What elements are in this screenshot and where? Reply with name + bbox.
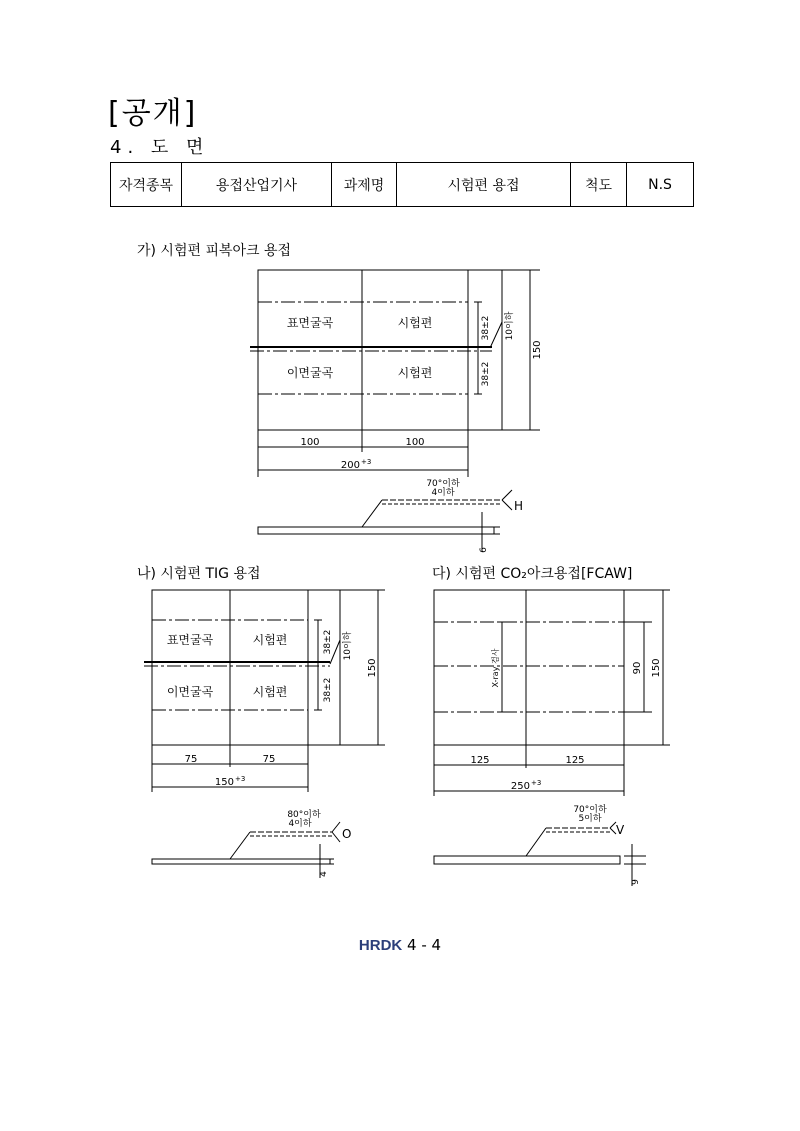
caption-c: 다) 시험편 CO₂아크용접[FCAW] — [432, 566, 633, 582]
dim-90-c: 90 — [632, 661, 643, 675]
label-face-bend-b: 표면굴곡 — [166, 633, 214, 647]
angle-a: 70°이하 — [426, 479, 460, 489]
thickness-b: 4 — [319, 871, 329, 877]
scale-value: N.S — [627, 163, 694, 207]
dim-total-b: 150 — [214, 777, 234, 788]
dim-100-right-a: 100 — [405, 437, 425, 448]
dim-total-tol-b: +3 — [235, 775, 246, 783]
page-footer — [0, 936, 800, 954]
drawing-b-svg — [140, 582, 390, 882]
angle-c: 70°이하 — [573, 805, 607, 815]
page-number: 4 - 4 — [407, 936, 442, 954]
dim-total-tol-a: +3 — [361, 458, 372, 466]
dim-10-b: 10이하 — [343, 631, 353, 661]
label-root-bend-b: 이면굴곡 — [166, 685, 214, 699]
dim-total-a: 200 — [340, 460, 360, 471]
dim-total-tol-c: +3 — [531, 779, 542, 787]
label-face-bend-a: 표면굴곡 — [286, 316, 334, 330]
label-specimen-a2: 시험편 — [397, 366, 433, 380]
label-specimen-a1: 시험편 — [397, 316, 433, 330]
dim-total-c: 250 — [510, 781, 530, 792]
hrdk-logo: HRDK — [358, 937, 403, 954]
section-heading: 4. 도 면 — [110, 137, 210, 158]
drawing-c-svg — [420, 582, 670, 892]
angle-b: 80°이하 — [287, 810, 321, 820]
dim-150-c: 150 — [651, 658, 662, 678]
weld-pos-c: V — [616, 823, 625, 837]
document-title: [공개] — [108, 96, 198, 131]
qual-label: 자격종목 — [111, 163, 182, 207]
task-label: 과제명 — [332, 163, 397, 207]
info-table — [110, 162, 694, 207]
thickness-c: 9 — [631, 879, 641, 885]
dim-38-top-a: 38±2 — [481, 315, 491, 341]
dim-125-right-c: 125 — [565, 755, 585, 766]
gap-b: 4이하 — [288, 819, 312, 829]
dim-75-left-b: 75 — [184, 754, 198, 765]
label-specimen-b1: 시험편 — [252, 633, 288, 647]
scale-label: 척도 — [571, 163, 627, 207]
dim-75-right-b: 75 — [262, 754, 276, 765]
xray-label-c: X-ray 검사 — [491, 648, 500, 688]
dim-38-top-b: 38±2 — [323, 629, 333, 655]
dim-38-bottom-b: 38±2 — [323, 677, 333, 703]
qual-value: 용접산업기사 — [182, 163, 332, 207]
dim-38-bottom-a: 38±2 — [481, 361, 491, 387]
dim-150-a: 150 — [532, 340, 543, 360]
caption-b: 나) 시험편 TIG 용접 — [137, 566, 261, 582]
gap-a: 4이하 — [431, 488, 455, 498]
weld-pos-b: O — [342, 827, 352, 841]
dim-100-left-a: 100 — [300, 437, 320, 448]
caption-a: 가) 시험편 피복아크 용접 — [137, 243, 292, 259]
weld-pos-a: H — [514, 499, 524, 513]
task-value: 시험편 용접 — [397, 163, 571, 207]
gap-c: 5이하 — [578, 814, 602, 824]
label-root-bend-a: 이면굴곡 — [286, 366, 334, 380]
drawing-a-svg — [230, 262, 560, 562]
dim-125-left-c: 125 — [470, 755, 490, 766]
thickness-a: 6 — [479, 547, 489, 553]
dim-10-a: 10이하 — [505, 311, 515, 341]
label-specimen-b2: 시험편 — [252, 685, 288, 699]
dim-150-b: 150 — [367, 658, 378, 678]
